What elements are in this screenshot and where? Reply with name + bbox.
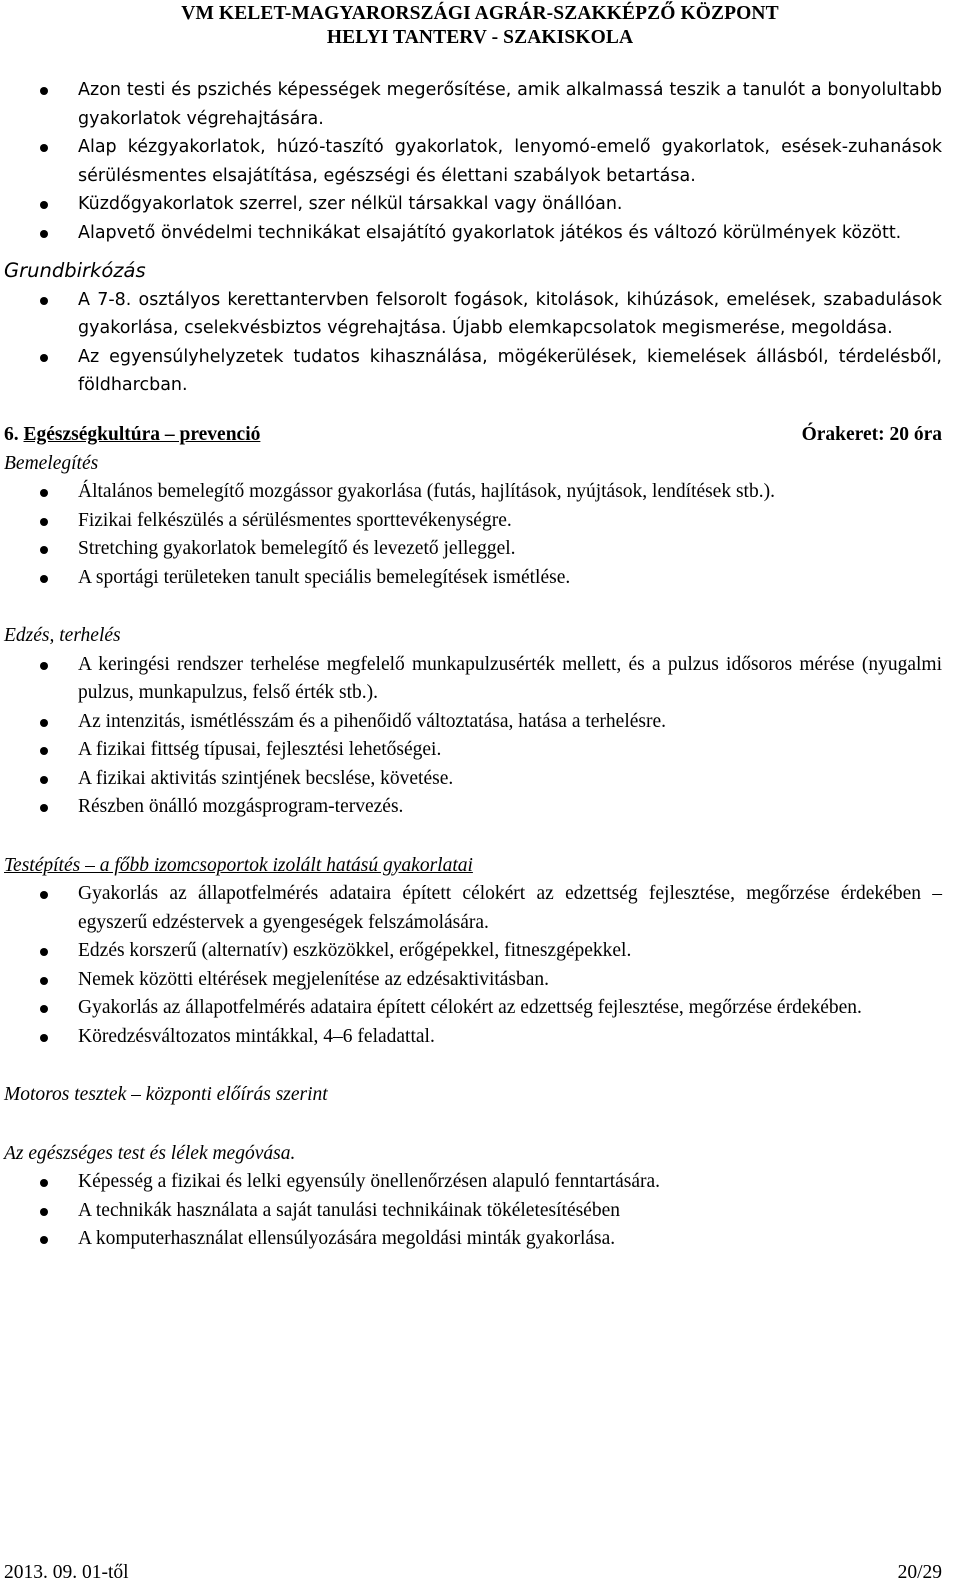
skills-list: [0, 76, 960, 247]
header-institution: VM KELET-MAGYARORSZÁGI AGRÁR-SZAKKÉPZŐ KÖZPONT: [181, 3, 779, 24]
page-footer: [0, 1558, 960, 1588]
bullet-icon: [40, 144, 48, 152]
list-item: A technikák használata a saját tanulási technikáinak tökéletesítésében: [0, 1197, 960, 1226]
bullet-icon: [40, 489, 48, 497]
bullet-icon: [40, 201, 48, 209]
grundbirkozas-section: [0, 257, 960, 400]
bullet-icon: [40, 1005, 48, 1013]
motoros-title: Motoros tesztek – központi előírás szerint: [4, 1084, 328, 1105]
bemelegites-title: Bemelegítés: [4, 452, 99, 474]
edzes-section: [0, 622, 960, 822]
egeszseges-list: [0, 1168, 960, 1254]
list-item: Gyakorlás az állapotfelmérés adataira épített célokért az edzettség fejlesztése, megőrzése érdekében – egyszerű edzéstervek a gyengeségek felszámolására.: [0, 880, 960, 937]
bullet-icon: [40, 297, 48, 305]
bullet-icon: [40, 719, 48, 727]
bemelegites-section: [0, 450, 960, 593]
testepites-title: Testépítés – a főbb izomcsoportok izolált hatású gyakorlatai: [4, 854, 473, 876]
bullet-icon: [40, 575, 48, 583]
list-item: A fizikai aktivitás szintjének becslése, követése.: [0, 765, 960, 794]
list-item: Gyakorlás az állapotfelmérés adataira épített célokért az edzettség fejlesztése, megőrzése érdekében.: [0, 994, 960, 1023]
section-topic: Egészségkultúra – prevenció: [23, 423, 261, 445]
list-item: A keringési rendszer terhelése megfelelő munkapulzusérték mellett, és a pulzus idősoros mérése (nyugalmi pulzus, munkapulzus, felső érték stb.).: [0, 651, 960, 708]
bemelegites-list: [0, 478, 960, 592]
list-item: Részben önálló mozgásprogram-tervezés.: [0, 793, 960, 822]
bullet-icon: [40, 518, 48, 526]
list-item: A 7-8. osztályos kerettantervben felsorolt fogások, kitolások, kihúzások, emelések, szabadulások gyakorlása, cselekvésbiztos végrehajtása. Újabb elemkapcsolatok megismerése, megoldása.: [0, 286, 960, 343]
testepites-section: [0, 852, 960, 1052]
bullet-icon: [40, 948, 48, 956]
egeszseges-section: [0, 1140, 960, 1254]
bullet-icon: [40, 891, 48, 899]
list-item: Általános bemelegítő mozgássor gyakorlása (futás, hajlítások, nyújtások, lendítések stb.).: [0, 478, 960, 507]
page-content: [0, 76, 960, 1254]
list-item: Azon testi és pszichés képességek megerősítése, amik alkalmassá teszik a tanulót a bonyolultabb gyakorlatok végrehajtására.: [0, 76, 960, 133]
page-header: [0, 2, 960, 50]
footer-page-number: 20/29: [897, 1562, 942, 1583]
bullet-icon: [40, 1034, 48, 1042]
section-hours: Órakeret: 20 óra: [801, 423, 942, 445]
list-item: Az egyensúlyhelyzetek tudatos kihasználása, mögékerülések, kiemelések állásból, térdelésből, földharcban.: [0, 343, 960, 400]
grundbirkozas-list: [0, 286, 960, 400]
bullet-icon: [40, 776, 48, 784]
list-item: A fizikai fittség típusai, fejlesztési lehetőségei.: [0, 736, 960, 765]
list-item: Alapvető önvédelmi technikákat elsajátító gyakorlatok játékos és változó körülmények között.: [0, 219, 960, 248]
bullet-icon: [40, 804, 48, 812]
bullet-icon: [40, 662, 48, 670]
section-number: 6.: [4, 423, 19, 445]
list-item: Stretching gyakorlatok bemelegítő és levezető jelleggel.: [0, 535, 960, 564]
list-item: Képesség a fizikai és lelki egyensúly önellenőrzésen alapuló fenntartására.: [0, 1168, 960, 1197]
bullet-icon: [40, 747, 48, 755]
edzes-list: [0, 651, 960, 822]
header-document-type: HELYI TANTERV - SZAKISKOLA: [326, 27, 634, 48]
bullet-icon: [40, 230, 48, 238]
bullet-icon: [40, 1179, 48, 1187]
list-item: Az intenzitás, ismétlésszám és a pihenőidő változtatása, hatása a terhelésre.: [0, 708, 960, 737]
egeszseges-title: Az egészséges test és lélek megóvása.: [4, 1142, 296, 1164]
list-item: A komputerhasználat ellensúlyozására megoldási minták gyakorlása.: [0, 1225, 960, 1254]
list-item: Edzés korszerű (alternatív) eszközökkel, erőgépekkel, fitneszgépekkel.: [0, 937, 960, 966]
list-item: Alap kézgyakorlatok, húzó-taszító gyakorlatok, lenyomó-emelő gyakorlatok, esések-zuhanások sérülésmentes elsajátítása, egészségi és élettani szabályok betartása.: [0, 133, 960, 190]
bullet-icon: [40, 546, 48, 554]
list-item: Nemek közötti eltérések megjelenítése az edzésaktivitásban.: [0, 966, 960, 995]
bullet-icon: [40, 354, 48, 362]
bullet-icon: [40, 977, 48, 985]
list-item: Küzdőgyakorlatok szerrel, szer nélkül társakkal vagy önállóan.: [0, 190, 960, 219]
list-item: A sportági területeken tanult speciális bemelegítések ismétlése.: [0, 564, 960, 593]
edzes-title: Edzés, terhelés: [4, 625, 121, 646]
bullet-icon: [40, 1236, 48, 1244]
grundbirkozas-title: Grundbirkózás: [4, 259, 146, 282]
section-6-heading: [0, 420, 960, 450]
footer-date: 2013. 09. 01-től: [4, 1562, 129, 1583]
list-item: Köredzésváltozatos mintákkal, 4–6 feladattal.: [0, 1023, 960, 1052]
bullet-icon: [40, 1208, 48, 1216]
testepites-list: [0, 880, 960, 1051]
list-item: Fizikai felkészülés a sérülésmentes sporttevékenységre.: [0, 507, 960, 536]
bullet-icon: [40, 87, 48, 95]
